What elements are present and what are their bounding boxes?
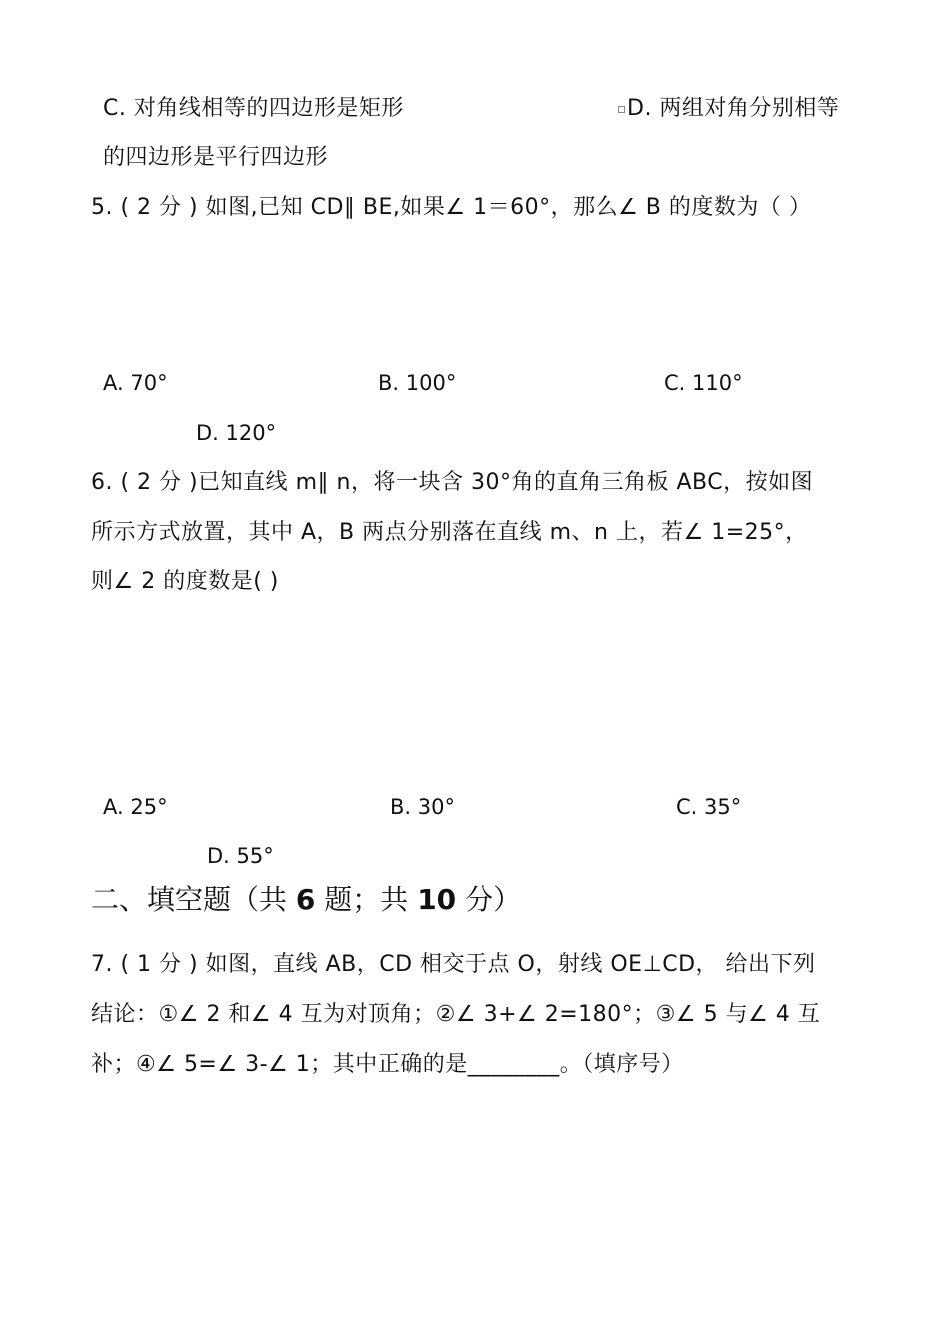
section-suffix: 分） xyxy=(456,883,522,916)
q5-option-b: B. 100° xyxy=(378,371,457,395)
anchor-marker-icon xyxy=(618,106,625,113)
q7-line2: 结论：①∠ 2 和∠ 4 互为对顶角；②∠ 3+∠ 2=180°；③∠ 5 与∠ 4 互 xyxy=(91,1002,821,1027)
q6-stem-line1: 6. ( 2 分 )已知直线 m∥ n，将一块含 30°角的直角三角板 ABC，按如图 xyxy=(91,470,814,495)
q7-line1: 7. ( 1 分 ) 如图，直线 AB，CD 相交于点 O，射线 OE⊥CD， 给出下列 xyxy=(91,952,816,977)
q6-option-a: A. 25° xyxy=(103,795,168,819)
q5-stem: 5. ( 2 分 ) 如图,已知 CD∥ BE,如果∠ 1＝60°，那么∠ B 的度数为（ ） xyxy=(91,195,812,220)
section-score: 10 xyxy=(417,883,457,916)
q6-option-d: D. 55° xyxy=(207,844,274,868)
q4-option-d-text: D. 两组对角分别相等 xyxy=(627,96,840,121)
q7-line3: 补；④∠ 5=∠ 3-∠ 1；其中正确的是________。（填序号） xyxy=(91,1052,684,1077)
q6-stem-line3: 则∠ 2 的度数是( ) xyxy=(91,569,279,594)
q6-stem-line2: 所示方式放置，其中 A，B 两点分别落在直线 m、n 上，若∠ 1=25°， xyxy=(91,520,808,545)
q4-option-d-continuation: 的四边形是平行四边形 xyxy=(103,145,329,170)
section-heading-fill-in xyxy=(91,882,521,918)
q6-option-b: B. 30° xyxy=(390,795,455,819)
q5-option-a: A. 70° xyxy=(103,371,168,395)
section-middle: 题；共 xyxy=(315,883,418,916)
section-prefix: 二、填空题（共 xyxy=(91,883,296,916)
section-question-count: 6 xyxy=(295,883,316,916)
q5-option-d: D. 120° xyxy=(196,421,277,445)
q6-option-c: C. 35° xyxy=(676,795,742,819)
q5-option-c: C. 110° xyxy=(664,371,743,395)
q4-option-c: C. 对角线相等的四边形是矩形 xyxy=(103,96,404,121)
q4-option-d xyxy=(618,94,839,124)
